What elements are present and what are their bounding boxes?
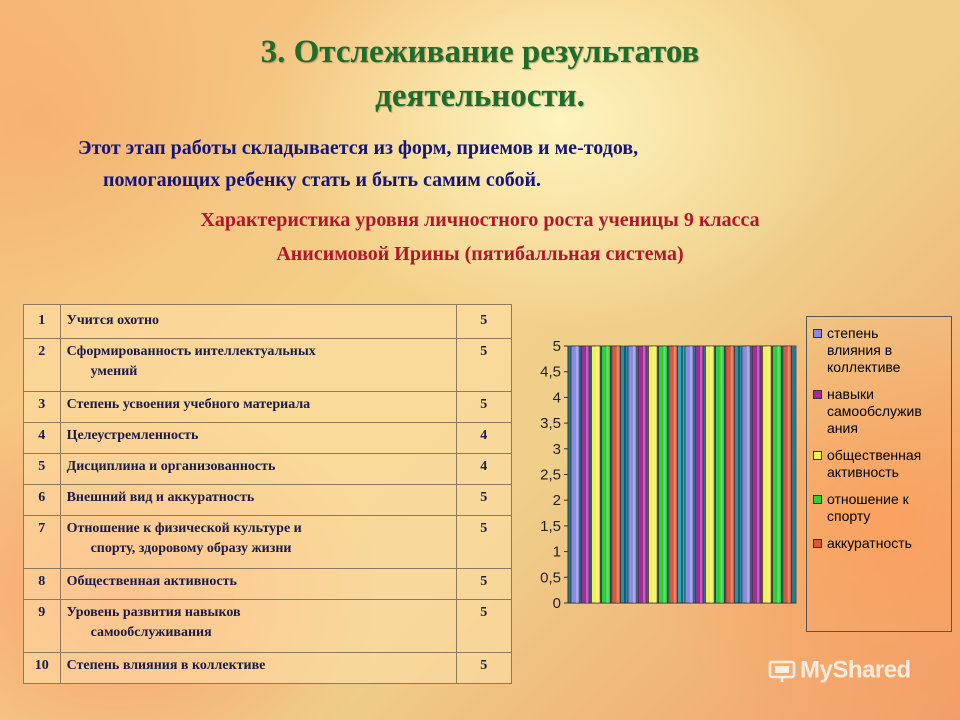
legend-label: ания bbox=[827, 420, 858, 436]
criterion-line-1: Дисциплина и организованность bbox=[66, 459, 276, 474]
row-number: 3 bbox=[24, 392, 61, 423]
row-number: 8 bbox=[24, 569, 61, 600]
bar bbox=[602, 346, 611, 603]
bar bbox=[742, 346, 751, 603]
y-tick-label: 4,5 bbox=[540, 363, 561, 381]
bar-highlight bbox=[596, 346, 598, 603]
legend-entry bbox=[811, 325, 947, 376]
score-cell: 4 bbox=[456, 454, 511, 485]
score-cell: 5 bbox=[456, 653, 511, 684]
bar bbox=[628, 346, 637, 603]
bar bbox=[648, 346, 657, 603]
bar-highlight bbox=[576, 346, 578, 603]
y-tick-label: 1,5 bbox=[540, 517, 561, 535]
criterion-line-1: Внешний вид и аккуратность bbox=[66, 490, 255, 505]
intro-line-1: Этот этап работы складывается из форм, приемов и ме-тодов, bbox=[78, 137, 639, 159]
row-number: 5 bbox=[24, 454, 61, 485]
bar-highlight bbox=[617, 346, 619, 603]
chart-subtitle bbox=[0, 203, 960, 271]
bar-highlight bbox=[788, 346, 790, 603]
bar bbox=[705, 346, 714, 603]
score-cell: 5 bbox=[456, 569, 511, 600]
row-number: 7 bbox=[24, 516, 61, 569]
criterion-line-1: Целеустремленность bbox=[66, 428, 199, 443]
table-row bbox=[24, 653, 512, 684]
legend-entry bbox=[811, 386, 947, 437]
watermark bbox=[768, 656, 938, 696]
table-row bbox=[24, 569, 512, 600]
results-table-body bbox=[24, 305, 512, 684]
presentation-logo-icon bbox=[768, 659, 796, 683]
legend-label: активность bbox=[827, 464, 899, 480]
criterion-cell bbox=[60, 392, 456, 423]
score-cell: 5 bbox=[456, 600, 511, 653]
legend-label: общественная bbox=[827, 447, 922, 463]
bar bbox=[783, 346, 792, 603]
bar bbox=[591, 346, 600, 603]
bar-highlight bbox=[606, 346, 608, 603]
criterion-line-1: Общественная активность bbox=[66, 574, 237, 589]
criterion-line-1: Учится охотно bbox=[66, 313, 160, 328]
table-row bbox=[24, 454, 512, 485]
criterion-line-1: Отношение к физической культуре и bbox=[66, 521, 302, 536]
y-tick-label: 2 bbox=[552, 492, 561, 510]
legend-label: отношение к bbox=[827, 491, 909, 507]
legend-label: самообслужив bbox=[827, 403, 922, 419]
bar-highlight bbox=[777, 346, 779, 603]
bar-highlight bbox=[690, 346, 692, 603]
bar bbox=[726, 346, 735, 603]
bar bbox=[695, 346, 704, 603]
legend-label: степень bbox=[827, 325, 879, 341]
chart-legend bbox=[806, 316, 952, 632]
results-table bbox=[23, 304, 512, 684]
score-cell: 4 bbox=[456, 423, 511, 454]
title-line-2: деятельности. bbox=[375, 78, 585, 114]
title-line-1: 3. Отслеживание результатов bbox=[260, 34, 700, 70]
bar bbox=[612, 346, 621, 603]
bar-highlight bbox=[747, 346, 749, 603]
row-number: 1 bbox=[24, 305, 61, 339]
criterion-cell bbox=[60, 485, 456, 516]
bar bbox=[581, 346, 590, 603]
table-row bbox=[24, 600, 512, 653]
legend-swatch bbox=[813, 495, 822, 504]
table-row bbox=[24, 392, 512, 423]
legend-label: навыки bbox=[827, 386, 874, 402]
criterion-cell bbox=[60, 423, 456, 454]
bar-highlight bbox=[767, 346, 769, 603]
legend-swatch bbox=[813, 390, 822, 399]
table-row bbox=[24, 516, 512, 569]
bar bbox=[685, 346, 694, 603]
bar-highlight bbox=[757, 346, 759, 603]
y-tick-label: 3,5 bbox=[540, 415, 561, 433]
legend-entry bbox=[811, 535, 947, 552]
bar bbox=[773, 346, 782, 603]
table-row bbox=[24, 485, 512, 516]
bar-highlight bbox=[674, 346, 676, 603]
legend-swatch bbox=[813, 451, 822, 460]
row-number: 10 bbox=[24, 653, 61, 684]
legend-label: коллективе bbox=[827, 359, 901, 375]
bar bbox=[659, 346, 668, 603]
legend-label: аккуратность bbox=[827, 535, 912, 551]
y-tick-label: 0,5 bbox=[540, 569, 561, 587]
legend-swatch bbox=[813, 539, 822, 548]
criterion-cell bbox=[60, 305, 456, 339]
criterion-cell bbox=[60, 339, 456, 392]
y-tick-label: 0 bbox=[552, 595, 561, 612]
bar-chart bbox=[530, 320, 800, 615]
criterion-cell bbox=[60, 653, 456, 684]
table-row bbox=[24, 423, 512, 454]
bar bbox=[571, 346, 580, 603]
bar-highlight bbox=[663, 346, 665, 603]
criterion-line-2: самообслуживания bbox=[90, 625, 212, 640]
bar bbox=[669, 346, 678, 603]
intro-text bbox=[0, 132, 960, 196]
bar-highlight bbox=[643, 346, 645, 603]
bar-highlight bbox=[700, 346, 702, 603]
score-cell: 5 bbox=[456, 516, 511, 569]
bar-highlight bbox=[653, 346, 655, 603]
criterion-line-1: Сформированность интеллектуальных bbox=[66, 344, 316, 359]
legend-entry bbox=[811, 447, 947, 481]
score-cell: 5 bbox=[456, 392, 511, 423]
watermark-text: MyShared bbox=[800, 656, 911, 684]
subtitle-line-1: Характеристика уровня личностного роста ученицы 9 класса bbox=[200, 209, 760, 231]
y-tick-label: 4 bbox=[552, 389, 561, 407]
criterion-line-1: Степень усвоения учебного материала bbox=[66, 397, 311, 412]
intro-line-2: помогающих ребенку стать и быть самим собой. bbox=[103, 169, 542, 191]
criterion-cell bbox=[60, 454, 456, 485]
subtitle-line-2: Анисимовой Ирины (пятибалльная система) bbox=[276, 243, 684, 265]
legend-label: влияния в bbox=[827, 342, 893, 358]
y-tick-label: 2,5 bbox=[540, 466, 561, 484]
criterion-cell bbox=[60, 516, 456, 569]
criterion-cell bbox=[60, 600, 456, 653]
legend-swatch bbox=[813, 329, 822, 338]
bar-highlight bbox=[710, 346, 712, 603]
criterion-line-2: умений bbox=[90, 364, 138, 379]
criterion-line-2: спорту, здоровому образу жизни bbox=[90, 541, 292, 556]
y-tick-label: 1 bbox=[552, 543, 561, 561]
legend-entry bbox=[811, 491, 947, 525]
bar bbox=[716, 346, 725, 603]
row-number: 4 bbox=[24, 423, 61, 454]
page-title bbox=[0, 30, 960, 118]
y-tick-label: 3 bbox=[552, 440, 561, 458]
score-cell: 5 bbox=[456, 339, 511, 392]
criterion-line-1: Уровень развития навыков bbox=[66, 605, 241, 620]
y-tick-label: 5 bbox=[552, 338, 561, 355]
bar bbox=[752, 346, 761, 603]
row-number: 2 bbox=[24, 339, 61, 392]
table-row bbox=[24, 339, 512, 392]
bar-highlight bbox=[586, 346, 588, 603]
bar-highlight bbox=[720, 346, 722, 603]
table-row bbox=[24, 305, 512, 339]
bar-highlight bbox=[731, 346, 733, 603]
bar-highlight bbox=[633, 346, 635, 603]
bar bbox=[762, 346, 771, 603]
row-number: 6 bbox=[24, 485, 61, 516]
legend-label: спорту bbox=[827, 508, 871, 524]
row-number: 9 bbox=[24, 600, 61, 653]
criterion-line-1: Степень влияния в коллективе bbox=[66, 658, 266, 673]
criterion-cell bbox=[60, 569, 456, 600]
bar bbox=[638, 346, 647, 603]
score-cell: 5 bbox=[456, 485, 511, 516]
score-cell: 5 bbox=[456, 305, 511, 339]
